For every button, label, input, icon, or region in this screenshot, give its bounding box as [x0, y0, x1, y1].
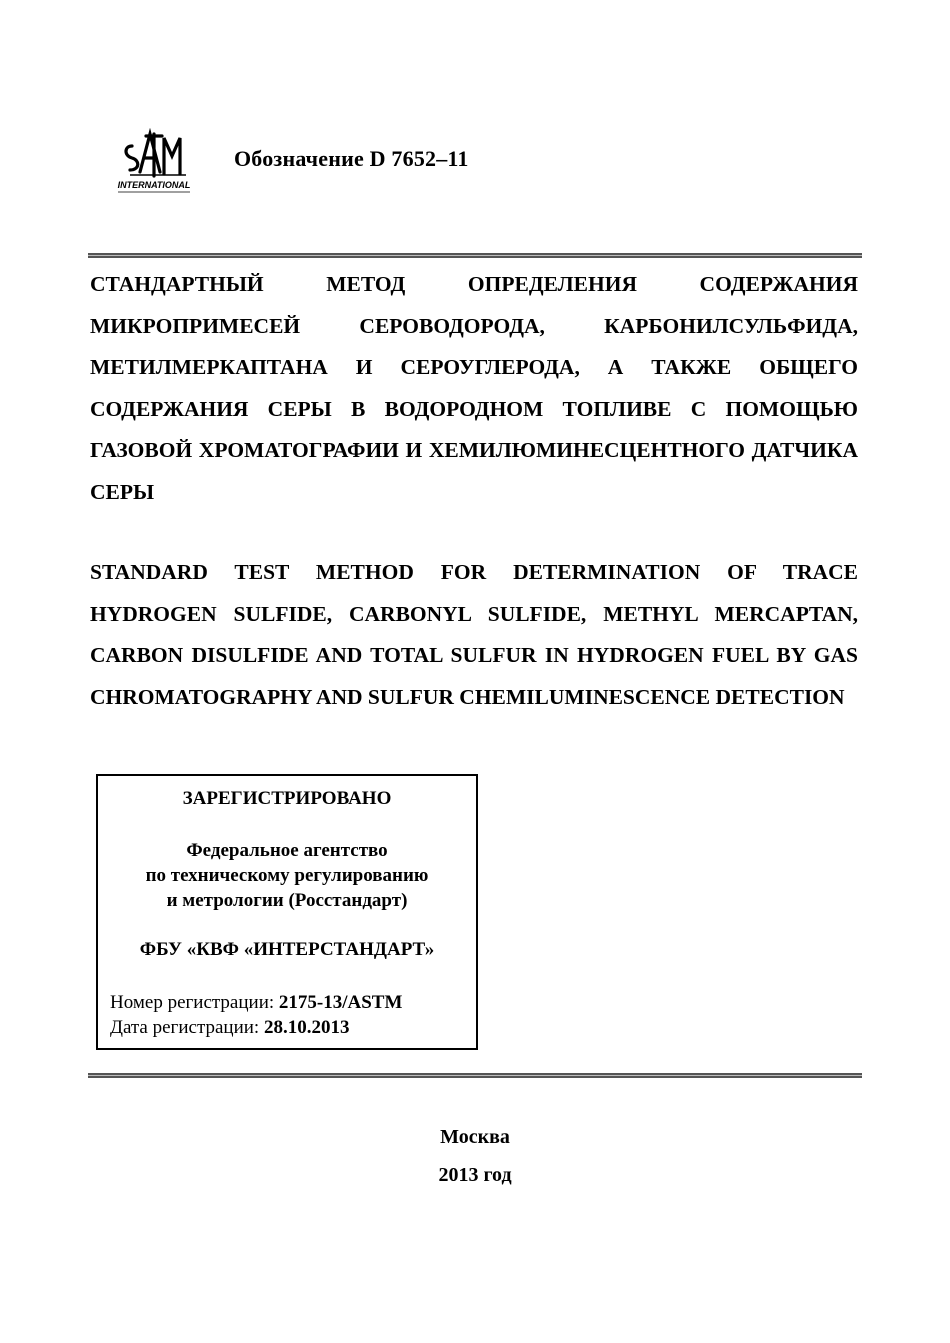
registration-number-label: Номер регистрации:: [110, 992, 279, 1013]
registration-date-value: 28.10.2013: [263, 1017, 350, 1038]
bottom-divider: [88, 1073, 862, 1078]
organization-name: ФБУ «КВФ «ИНТЕРСТАНДАРТ»: [139, 939, 435, 960]
registration-box: [96, 774, 478, 1050]
registration-date-label: Дата регистрации:: [110, 1017, 264, 1038]
publication-city: Москва: [440, 1126, 510, 1148]
registration-number-value: 2175-13/ASTM: [278, 992, 403, 1013]
agency-name: [98, 838, 476, 913]
title-english: STANDARD TEST METHOD FOR DETERMINATION OF TRACE HYDROGEN SULFIDE, CARBONYL SULFIDE, METHYL MERCAPTAN, CARBON DISULFIDE AND TOTAL SULFUR IN HYDROGEN FUEL BY GAS CHROMATOGRAPHY AND SULFUR CHEMILUMINESCENCE DETECTION: [90, 560, 858, 709]
registration-title: ЗАРЕГИСТРИРОВАНО: [182, 788, 392, 809]
document-designation: Обозначение D 7652–11: [234, 146, 469, 171]
registration-date: [110, 1015, 402, 1040]
top-divider: [88, 253, 862, 258]
agency-line: по техническому регулированию: [145, 865, 429, 886]
agency-line: и метрологии (Росстандарт): [166, 890, 408, 911]
astm-logo: [110, 128, 198, 200]
logo-text: INTERNATIONAL: [117, 180, 191, 190]
title-russian: СТАНДАРТНЫЙ МЕТОД ОПРЕДЕЛЕНИЯ СОДЕРЖАНИЯ МИКРОПРИМЕСЕЙ СЕРОВОДОРОДА, КАРБОНИЛСУЛЬФИДА, МЕТИЛМЕРКАПТАНА И СЕРОУГЛЕРОДА, А ТАКЖЕ ОБЩЕГО СОДЕРЖАНИЯ СЕРЫ В ВОДОРОДНОМ ТОПЛИВЕ С ПОМОЩЬЮ ГАЗОВОЙ ХРОМАТОГРАФИИ И ХЕМИЛЮМИНЕСЦЕНТНОГО ДАТЧИКА СЕРЫ: [90, 272, 858, 504]
agency-line: Федеральное агентство: [186, 840, 388, 861]
registration-number: [110, 990, 402, 1015]
registration-info: [110, 990, 402, 1040]
publication-year: 2013 год: [438, 1164, 512, 1186]
